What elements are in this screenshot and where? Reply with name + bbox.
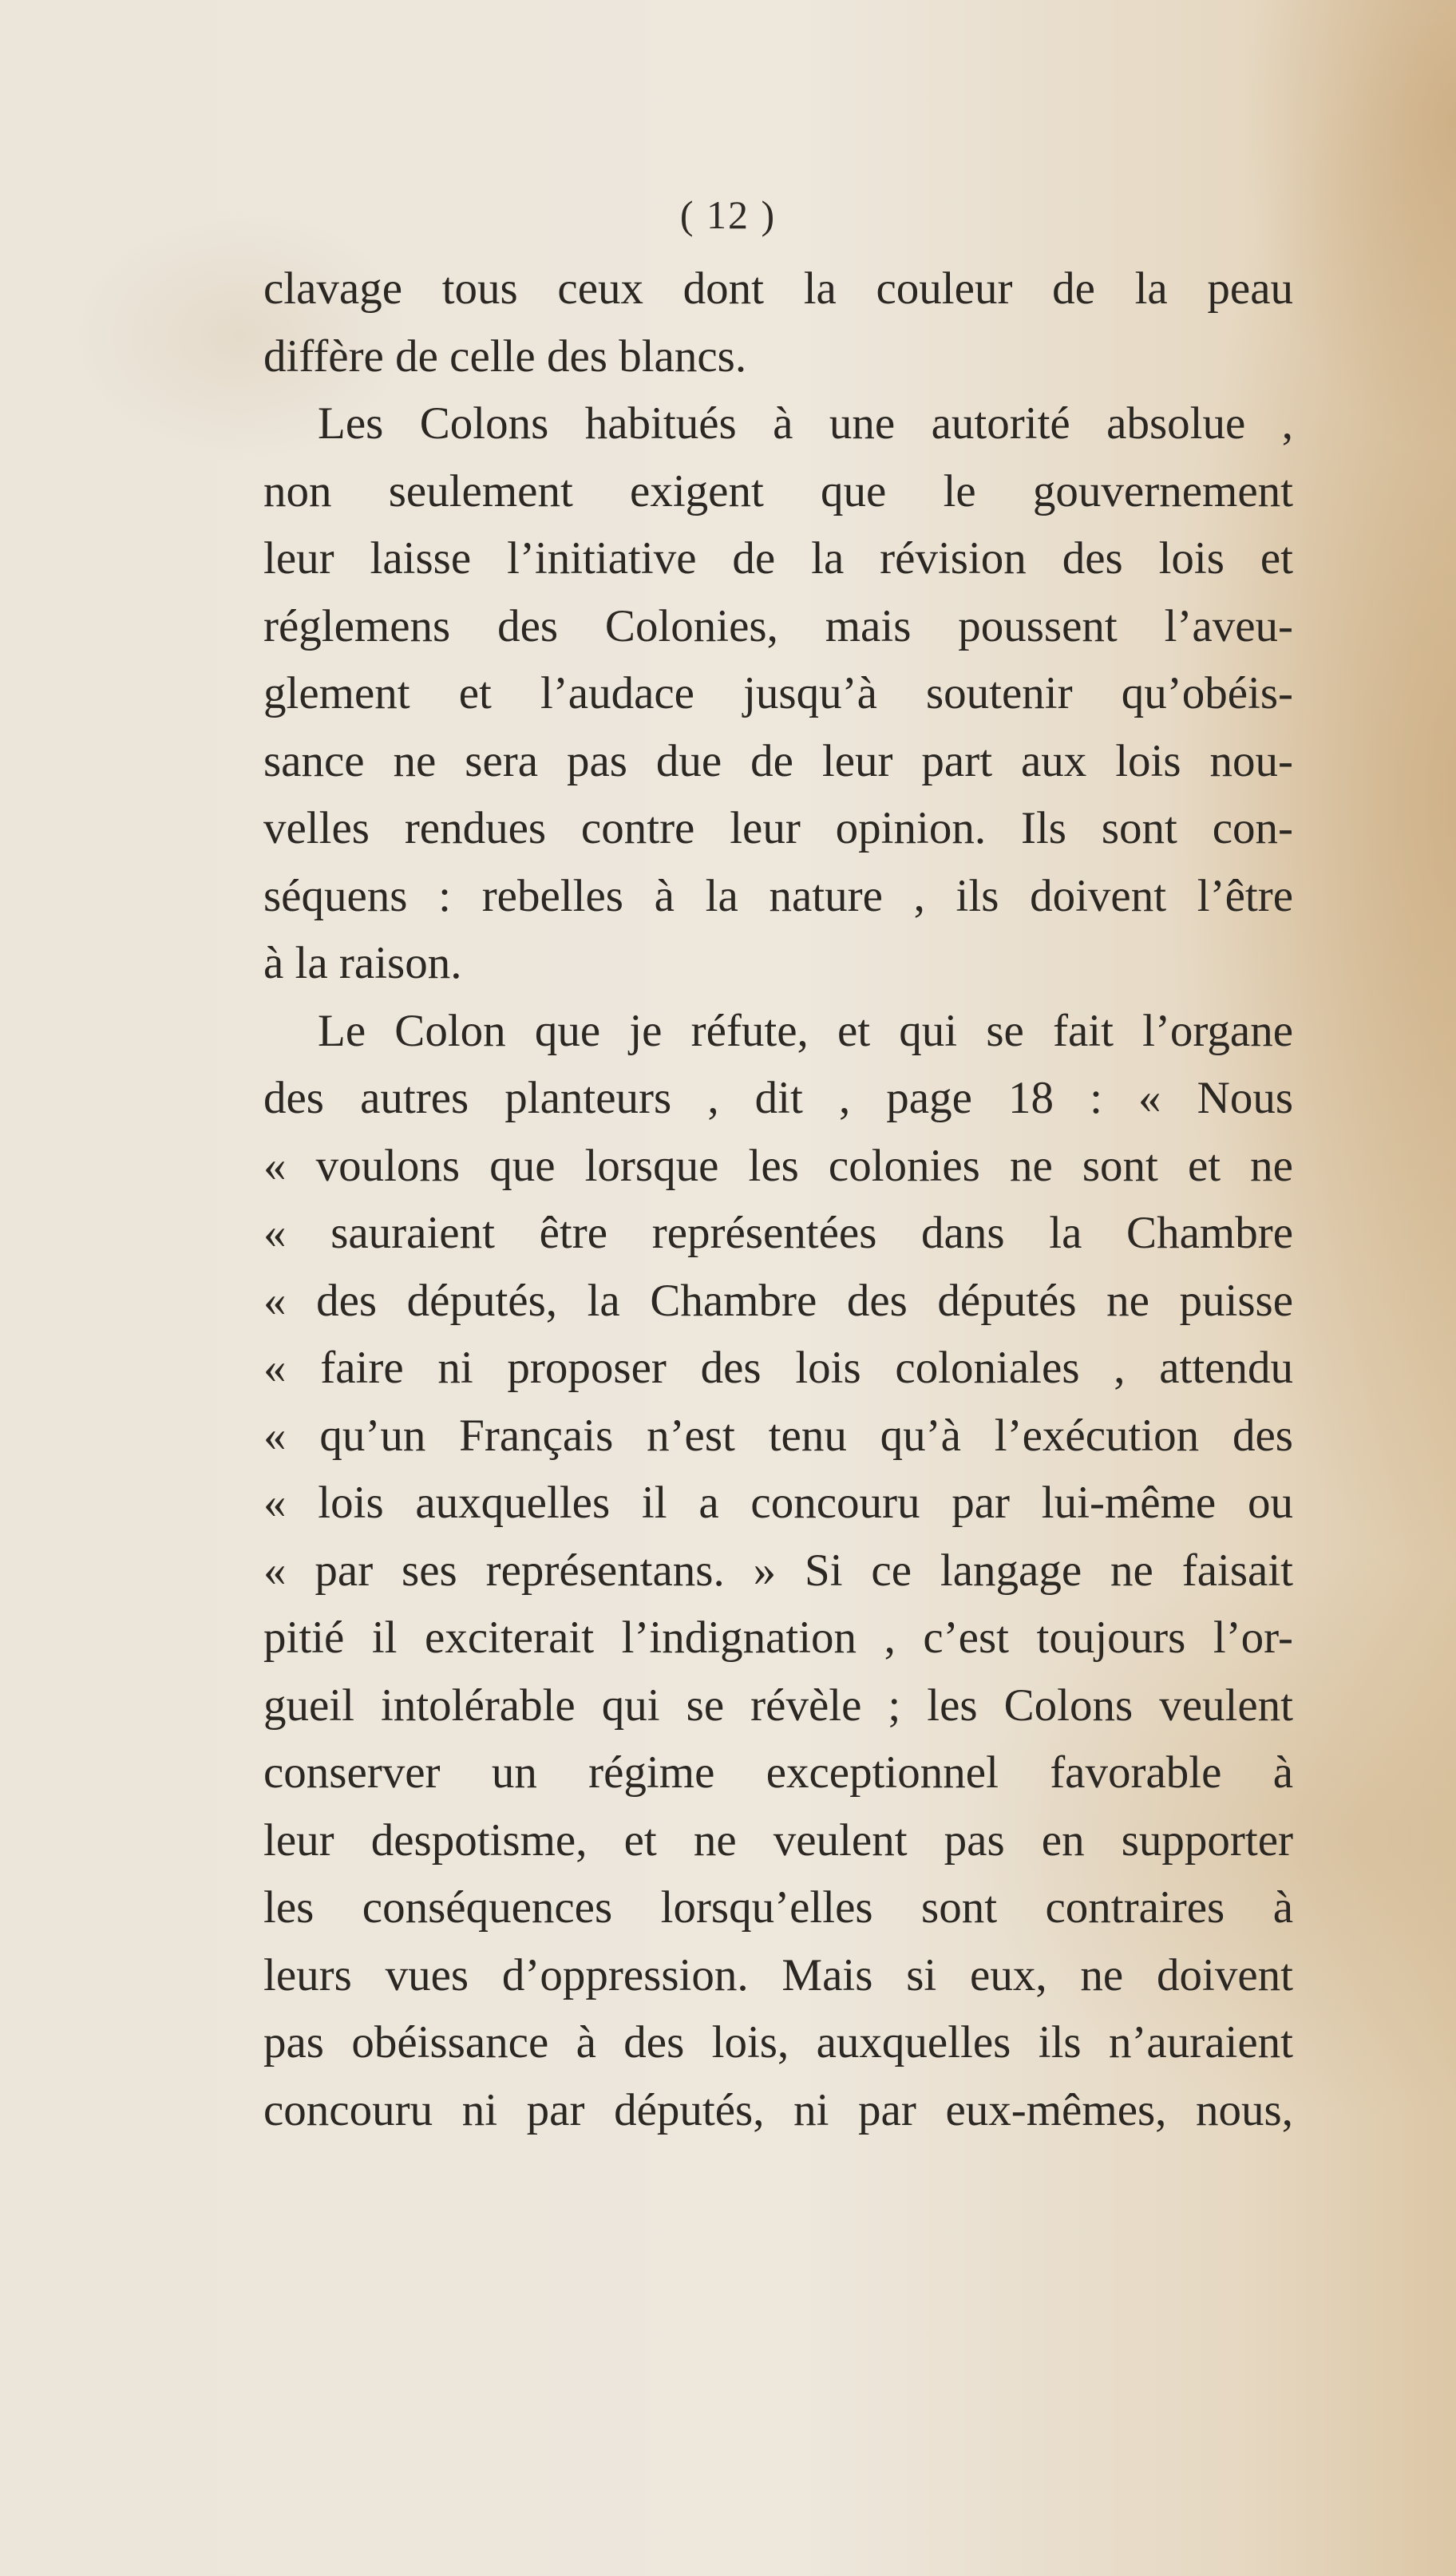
- text-line: « des députés, la Chambre des députés ne puisse: [263, 1275, 1293, 1326]
- text-line: diffère de celle des blancs.: [263, 330, 747, 382]
- text-line: séquens : rebelles à la nature , ils doivent l’être: [263, 870, 1293, 921]
- text-line: gueil intolérable qui se révèle ; les Colons veulent: [263, 1680, 1293, 1731]
- text-line: pitié il exciterait l’indignation , c’est toujours l’or-: [263, 1612, 1293, 1663]
- text-line: velles rendues contre leur opinion. Ils sont con-: [263, 803, 1293, 853]
- text-line: réglemens des Colonies, mais poussent l’aveu-: [263, 600, 1293, 651]
- text-line: glement et l’audace jusqu’à soutenir qu’obéis-: [263, 668, 1293, 718]
- text-line: sance ne sera pas due de leur part aux lois nou-: [263, 735, 1293, 786]
- text-line: leurs vues d’oppression. Mais si eux, ne doivent: [263, 1949, 1293, 2000]
- text-line: les conséquences lorsqu’elles sont contraires à: [263, 1882, 1293, 1933]
- text-line: des autres planteurs , dit , page 18 : « Nous: [263, 1073, 1293, 1123]
- text-line: leur despotisme, et ne veulent pas en supporter: [263, 1814, 1293, 1866]
- text-line: « qu’un Français n’est tenu qu’à l’exécution des: [263, 1410, 1293, 1461]
- text-line: conserver un régime exceptionnel favorable à: [263, 1747, 1293, 1798]
- text-line: « voulons que lorsque les colonies ne sont et ne: [263, 1140, 1293, 1191]
- body-text: [263, 255, 1293, 2144]
- page-number: ( 12 ): [679, 192, 777, 237]
- text-line: leur laisse l’initiative de la révision des lois et: [263, 533, 1293, 584]
- text-line: à la raison.: [263, 938, 462, 988]
- text-line: pas obéissance à des lois, auxquelles ils n’auraient: [263, 2017, 1293, 2068]
- text-line: « lois auxquelles il a concouru par lui-même ou: [263, 1478, 1293, 1528]
- text-line: « par ses représentans. » Si ce langage ne faisait: [263, 1545, 1293, 1596]
- text-line: concouru ni par députés, ni par eux-mêmes, nous,: [263, 2084, 1293, 2135]
- text-line: « faire ni proposer des lois coloniales , attendu: [263, 1343, 1293, 1393]
- text-line: clavage tous ceux dont la couleur de la peau: [263, 263, 1293, 314]
- text-line: Le Colon que je réfute, et qui se fait l’organe: [318, 1005, 1293, 1056]
- text-line: non seulement exigent que le gouvernement: [263, 465, 1293, 516]
- text-line: « sauraient être représentées dans la Chambre: [263, 1208, 1293, 1258]
- text-line: Les Colons habitués à une autorité absolue ,: [318, 398, 1293, 449]
